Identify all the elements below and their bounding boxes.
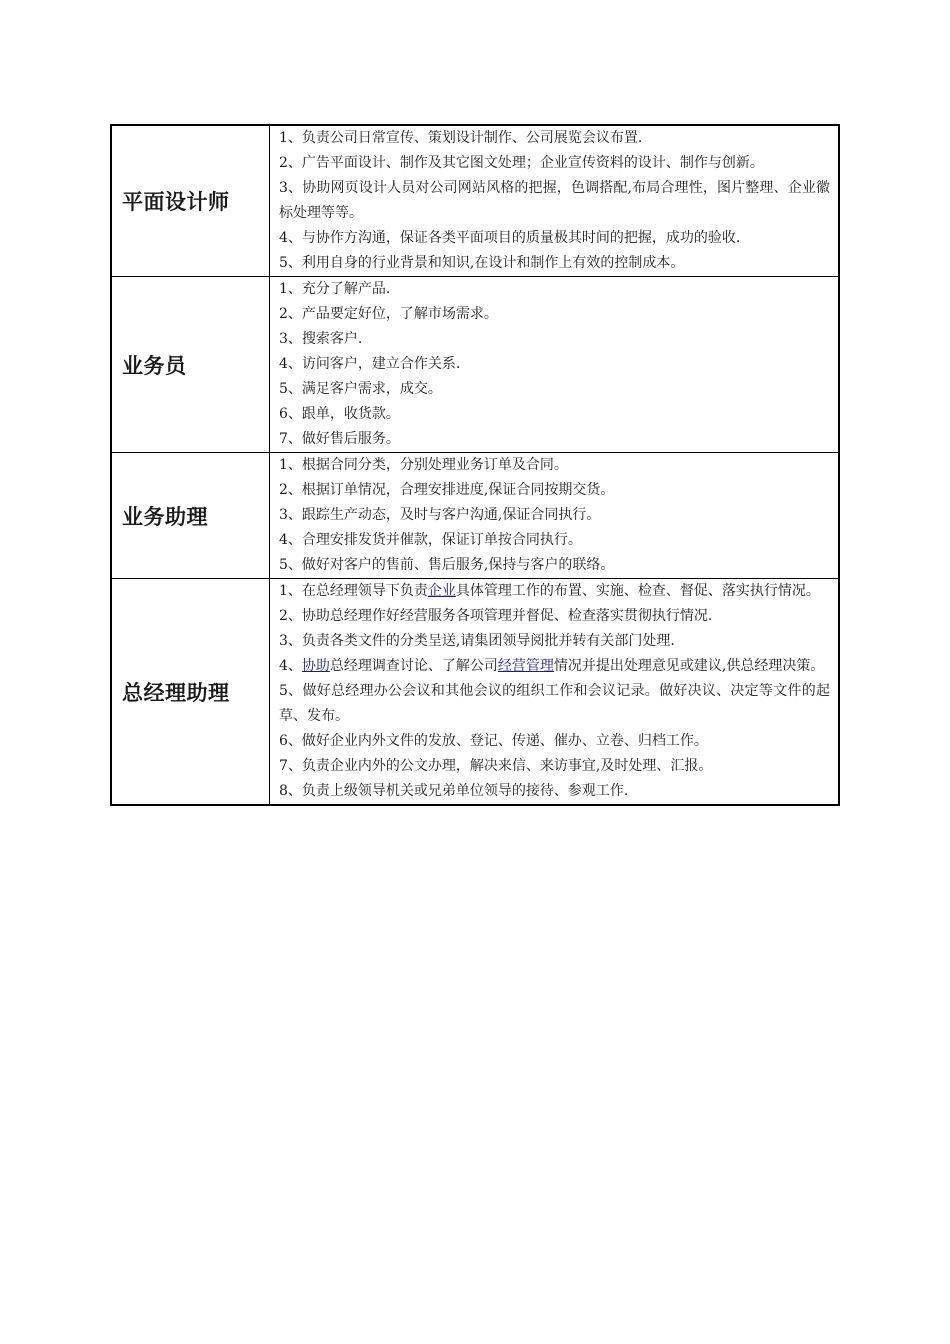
duty-line: 3、搜索客户. xyxy=(279,331,363,347)
duty-line: 1、根据合同分类，分别处理业务订单及合同。 xyxy=(279,457,568,473)
duty-line: 1、充分了解产品. xyxy=(279,281,391,297)
duty-line: 1、负责公司日常宣传、策划设计制作、公司展览会议布置. xyxy=(279,130,643,146)
duty-text: 总经理调查讨论、了解公司 xyxy=(329,658,498,674)
duty-line: 4、访问客户，建立合作关系. xyxy=(279,356,461,372)
duty-line: 3、负责各类文件的分类呈送,请集团领导阅批并转有关部门处理. xyxy=(279,633,675,649)
duty-line xyxy=(279,579,830,604)
table-row xyxy=(111,277,839,453)
assist-link[interactable]: 协助 xyxy=(301,658,330,674)
duty-line: 8、负责上级领导机关或兄弟单位领导的接待、参观工作. xyxy=(279,783,629,799)
duty-line: 2、协助总经理作好经营服务各项管理并督促、检查落实贯彻执行情况. xyxy=(279,608,713,624)
duties-cell xyxy=(270,125,840,277)
business-management-link[interactable]: 经营管理 xyxy=(497,658,554,674)
duties-cell xyxy=(270,453,840,579)
duty-line: 4、与协作方沟通，保证各类平面项目的质量极其时间的把握，成功的验收. xyxy=(279,230,741,246)
duty-text: 1、在总经理领导下负责 xyxy=(279,583,428,599)
duty-line: 3、跟踪生产动态，及时与客户沟通,保证合同执行。 xyxy=(279,507,601,523)
duty-line: 5、做好总经理办公会议和其他会议的组织工作和会议记录。做好决议、决定等文件的起草、发布。 xyxy=(279,683,830,724)
duty-line: 5、利用自身的行业背景和知识,在设计和制作上有效的控制成本。 xyxy=(279,255,685,271)
role-title: 业务助理 xyxy=(122,504,208,529)
duty-line: 5、满足客户需求，成交。 xyxy=(279,381,442,397)
role-cell xyxy=(111,125,270,277)
role-title: 总经理助理 xyxy=(122,680,230,705)
table-row xyxy=(111,125,839,277)
duty-line xyxy=(279,654,830,679)
duty-line: 2、广告平面设计、制作及其它图文处理；企业宣传资料的设计、制作与创新。 xyxy=(279,155,764,171)
duty-line: 3、协助网页设计人员对公司网站风格的把握，色调搭配,布局合理性，图片整理、企业徽标处理等等。 xyxy=(279,180,830,221)
duty-text: 具体管理工作的布置、实施、检查、督促、落实执行情况。 xyxy=(455,583,820,599)
duty-text: 4、 xyxy=(279,658,302,674)
duty-line: 6、跟单，收货款。 xyxy=(279,406,400,422)
role-cell xyxy=(111,277,270,453)
duty-line: 2、根据订单情况，合理安排进度,保证合同按期交货。 xyxy=(279,482,615,498)
duty-line: 6、做好企业内外文件的发放、登记、传递、催办、立卷、归档工作。 xyxy=(279,733,708,749)
duty-text: 情况并提出处理意见或建议,供总经理决策。 xyxy=(553,658,825,674)
duties-cell xyxy=(270,579,840,806)
role-cell xyxy=(111,579,270,806)
duty-line: 5、做好对客户的售前、售后服务,保持与客户的联络。 xyxy=(279,557,615,573)
duty-line: 2、产品要定好位，了解市场需求。 xyxy=(279,306,498,322)
duties-cell xyxy=(270,277,840,453)
table-row xyxy=(111,579,839,806)
duty-line: 7、做好售后服务。 xyxy=(279,431,400,447)
enterprise-link[interactable]: 企业 xyxy=(427,583,456,599)
role-title: 平面设计师 xyxy=(122,190,230,214)
table-row xyxy=(111,453,839,579)
duty-line: 4、合理安排发货并催款，保证订单按合同执行。 xyxy=(279,532,582,548)
role-cell xyxy=(111,453,270,579)
duty-line: 7、负责企业内外的公文办理，解决来信、来访事宜,及时处理、汇报。 xyxy=(279,758,713,774)
role-title: 业务员 xyxy=(122,353,187,378)
job-duties-table xyxy=(110,124,840,806)
